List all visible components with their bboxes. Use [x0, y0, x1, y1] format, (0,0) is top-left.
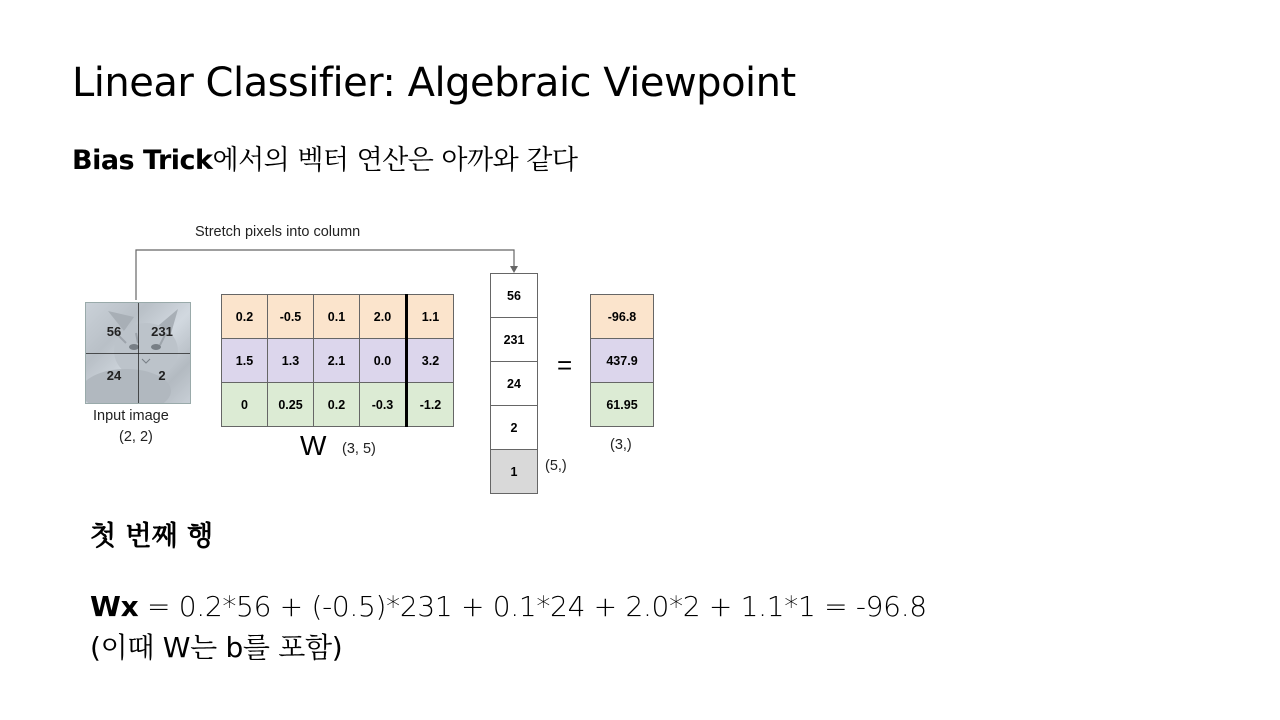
bias-cell: -1.2 — [407, 383, 454, 427]
vector-cell: 2 — [491, 406, 538, 450]
equals-sign: = — [557, 350, 573, 380]
section-title: 첫 번째 행 — [90, 521, 214, 552]
matrix-cell: 0.0 — [360, 339, 407, 383]
formula-note: (이때 W는 b를 포함) — [90, 631, 343, 664]
formula — [90, 590, 927, 623]
bias-cell: 3.2 — [407, 339, 454, 383]
matrix-cell: 1.3 — [268, 339, 314, 383]
matrix-cell: -0.3 — [360, 383, 407, 427]
matrix-row — [222, 383, 454, 427]
slide-title: Linear Classifier: Algebraic Viewpoint — [72, 60, 796, 106]
matrix-cell: -0.5 — [268, 295, 314, 339]
subtitle-bold: Bias Trick — [72, 145, 213, 176]
result-vector — [590, 294, 654, 427]
vector-cell: 231 — [491, 318, 538, 362]
result-cell: 437.9 — [591, 339, 654, 383]
input-label: Input image — [93, 408, 169, 424]
w-shape: (3, 5) — [342, 441, 376, 457]
input-shape: (2, 2) — [119, 429, 153, 445]
x-shape: (5,) — [545, 458, 567, 474]
matrix-cell: 0.2 — [314, 383, 360, 427]
w-label: W — [300, 430, 327, 461]
arrow-label: Stretch pixels into column — [195, 224, 361, 240]
matrix-cell: 0 — [222, 383, 268, 427]
formula-bold: Wx — [90, 590, 139, 623]
matrix-cell: 2.1 — [314, 339, 360, 383]
matrix-cell: 0.2 — [222, 295, 268, 339]
matrix-cell: 0.25 — [268, 383, 314, 427]
input-image — [85, 302, 191, 404]
vector-cell: 24 — [491, 362, 538, 406]
result-cell: 61.95 — [591, 383, 654, 427]
result-cell: -96.8 — [591, 295, 654, 339]
matrix-cell: 2.0 — [360, 295, 407, 339]
matrix-cell: 0.1 — [314, 295, 360, 339]
pixel-value: 56 — [106, 324, 122, 339]
formula-rest: = 0.2*56 + (-0.5)*231 + 0.1*24 + 2.0*2 + 1.1*1 = -96.8 — [138, 590, 927, 623]
matrix-row — [222, 295, 454, 339]
vector-cell: 56 — [491, 274, 538, 318]
result-shape: (3,) — [610, 437, 632, 453]
bias-one-cell: 1 — [491, 450, 538, 494]
pixel-value: 2 — [158, 368, 166, 383]
subtitle-rest: 에서의 벡터 연산은 아까와 같다 — [212, 145, 578, 176]
pixel-value: 231 — [151, 324, 173, 339]
pixel-value: 24 — [106, 368, 122, 383]
weight-matrix — [221, 294, 454, 427]
slide-subtitle — [72, 138, 577, 177]
matrix-cell: 1.5 — [222, 339, 268, 383]
matrix-row — [222, 339, 454, 383]
bias-cell: 1.1 — [407, 295, 454, 339]
input-vector — [490, 273, 538, 494]
